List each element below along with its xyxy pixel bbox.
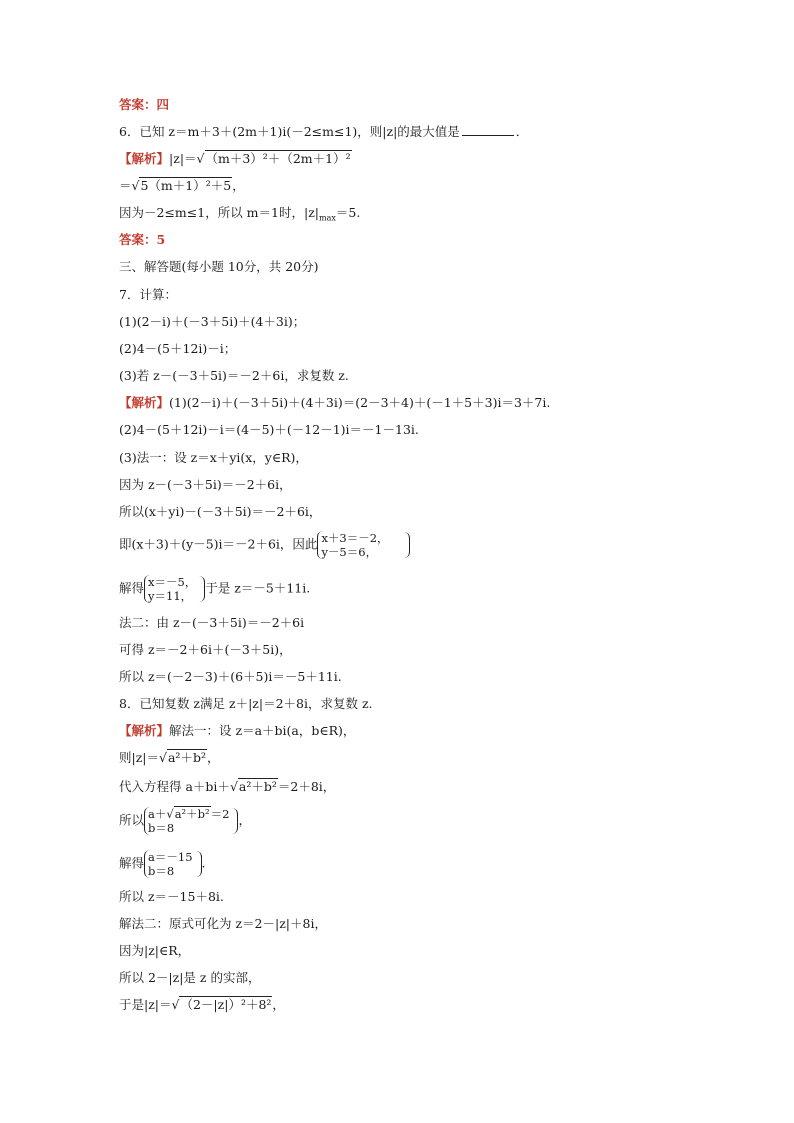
radicand: （m＋3）²＋（2m＋1）² bbox=[205, 151, 351, 166]
solution-8-line-1 bbox=[119, 723, 355, 739]
system-close-brace bbox=[195, 851, 202, 877]
solution-tag: 【解析】 bbox=[119, 723, 170, 738]
system-row: x＋3＝－2， bbox=[321, 531, 389, 545]
question-6 bbox=[119, 124, 528, 140]
solution-8-line-7: 解法二：原式可化为 z＝2－|z|＋8i， bbox=[119, 916, 327, 931]
sqrt-expression: √a²＋b² bbox=[229, 779, 277, 794]
formula-text: 因为－2≤m≤1，所以 m＝1时，|z| bbox=[119, 205, 319, 220]
solution-8-line-10 bbox=[119, 997, 285, 1013]
solution-7-line-9: 可得 z＝－2＋6i＋(－3＋5i)， bbox=[119, 642, 292, 657]
system-row: b＝8 bbox=[148, 864, 175, 878]
system-row-part: a＋ bbox=[148, 807, 167, 821]
solution-7-line-1 bbox=[119, 395, 550, 411]
formula-text: ， bbox=[272, 997, 285, 1012]
question-7: 7．计算： bbox=[119, 287, 177, 302]
solution-6-line-2 bbox=[119, 178, 245, 194]
sqrt-expression: √5（m＋1）²＋5 bbox=[131, 178, 232, 193]
formula-text: 于是|z|＝ bbox=[119, 997, 172, 1012]
solution-7-line-3: (3)法一：设 z＝x＋yi(x，y∈R)， bbox=[119, 450, 308, 465]
answer-blank bbox=[462, 125, 514, 136]
formula-text: ， bbox=[232, 178, 245, 193]
radicand: 5（m＋1）²＋5 bbox=[140, 178, 232, 193]
subscript: max bbox=[319, 213, 336, 223]
system-row: x＝－5， bbox=[148, 575, 197, 589]
solution-8-line-4 bbox=[119, 807, 251, 835]
formula-text: ， bbox=[238, 812, 251, 828]
system-row: y＝11， bbox=[148, 589, 193, 603]
system-row: b＝8 bbox=[148, 821, 175, 835]
solution-tag: 【解析】 bbox=[119, 395, 170, 410]
sqrt-expression: √a²＋b² bbox=[166, 807, 210, 821]
formula-text: ＝2＋8i， bbox=[277, 779, 336, 794]
system-row: a＝－15 bbox=[148, 850, 193, 864]
solution-7-line-6 bbox=[119, 531, 410, 559]
sqrt-expression: √（m＋3）²＋（2m＋1）² bbox=[196, 151, 351, 166]
question-6-text: 6．已知 z＝m＋3＋(2m＋1)i(－2≤m≤1)，则|z|的最大值是 bbox=[119, 124, 460, 139]
formula-text: 于是 z＝－5＋11i. bbox=[205, 580, 311, 596]
formula-text: . bbox=[201, 855, 206, 871]
formula-text: ＝ bbox=[119, 178, 132, 193]
solution-8-line-2 bbox=[119, 750, 219, 766]
formula-text: 解法一：设 z＝a＋bi(a，b∈R)， bbox=[169, 723, 356, 738]
system-row: y－5＝6， bbox=[321, 545, 378, 559]
solution-7-line-10: 所以 z＝(－2－3)＋(6＋5)i＝－5＋11i. bbox=[119, 669, 342, 684]
solution-7-line-8: 法二：由 z－(－3＋5i)＝－2＋6i bbox=[119, 615, 305, 630]
solution-8-line-9: 所以 2－|z|是 z 的实部， bbox=[119, 970, 261, 985]
formula-text: 则|z|＝ bbox=[119, 750, 160, 765]
solution-7-line-7 bbox=[119, 575, 310, 603]
section-3-heading: 三、解答题(每小题 10分，共 20分) bbox=[119, 259, 319, 274]
question-7-part-3: (3)若 z－(－3＋5i)＝－2＋6i，求复数 z. bbox=[119, 368, 349, 383]
sqrt-expression: √（2－|z|）²＋8² bbox=[171, 997, 272, 1012]
answer-5 bbox=[119, 97, 169, 113]
solution-tag: 【解析】 bbox=[119, 151, 170, 166]
question-7-part-1: (1)(2－i)＋(－3＋5i)＋(4＋3i)； bbox=[119, 314, 306, 329]
sqrt-expression: √a²＋b² bbox=[159, 750, 206, 765]
answer-6: 答案：5 bbox=[119, 232, 166, 247]
radicand: （2－|z|）²＋8² bbox=[180, 997, 272, 1012]
formula-text: 解得 bbox=[119, 855, 145, 871]
solution-8-line-3 bbox=[119, 779, 335, 795]
solution-8-line-5 bbox=[119, 850, 206, 878]
solution-6-line-1 bbox=[119, 151, 352, 167]
equation-system bbox=[317, 531, 388, 559]
radicand: a²＋b² bbox=[174, 807, 210, 821]
solution-6-line-3 bbox=[119, 205, 360, 227]
formula-text: 解得 bbox=[119, 580, 145, 596]
formula-text: ＝5. bbox=[335, 205, 361, 220]
formula-text: 所以 bbox=[119, 812, 145, 828]
radicand: a²＋b² bbox=[167, 750, 206, 765]
question-6-end: ． bbox=[515, 124, 529, 139]
radicand: a²＋b² bbox=[238, 779, 277, 794]
formula-text: 即(x＋3)＋(y－5)i＝－2＋6i，因此 bbox=[119, 536, 318, 552]
solution-7-line-5: 所以(x＋yi)－(－3＋5i)＝－2＋6i， bbox=[119, 504, 322, 519]
answer-value: 四 bbox=[156, 97, 170, 112]
formula-text: (1)(2－i)＋(－3＋5i)＋(4＋3i)＝(2－3＋4)＋(－1＋5＋3)i＝3＋7i. bbox=[169, 395, 551, 410]
equation-system bbox=[144, 575, 196, 603]
solution-8-line-6: 所以 z＝－15＋8i. bbox=[119, 889, 224, 904]
equation-system bbox=[144, 807, 229, 835]
system-close-brace bbox=[403, 532, 410, 558]
solution-7-line-2: (2)4－(5＋12i)－i＝(4－5)＋(－12－1)i＝－1－13i. bbox=[119, 422, 419, 437]
solution-7-line-4: 因为 z－(－3＋5i)＝－2＋6i， bbox=[119, 477, 292, 492]
question-8: 8．已知复数 z满足 z＋|z|＝2＋8i，求复数 z. bbox=[119, 696, 373, 711]
formula-text: 代入方程得 a＋bi＋ bbox=[119, 779, 230, 794]
question-7-part-2: (2)4－(5＋12i)－i； bbox=[119, 341, 237, 356]
answer-label: 答案： bbox=[119, 97, 157, 112]
equation-system bbox=[144, 850, 193, 878]
formula-text: ， bbox=[206, 750, 220, 765]
system-row-part: ＝2 bbox=[210, 807, 230, 821]
formula-text: |z|＝ bbox=[169, 151, 197, 166]
solution-8-line-8: 因为|z|∈R， bbox=[119, 943, 191, 958]
